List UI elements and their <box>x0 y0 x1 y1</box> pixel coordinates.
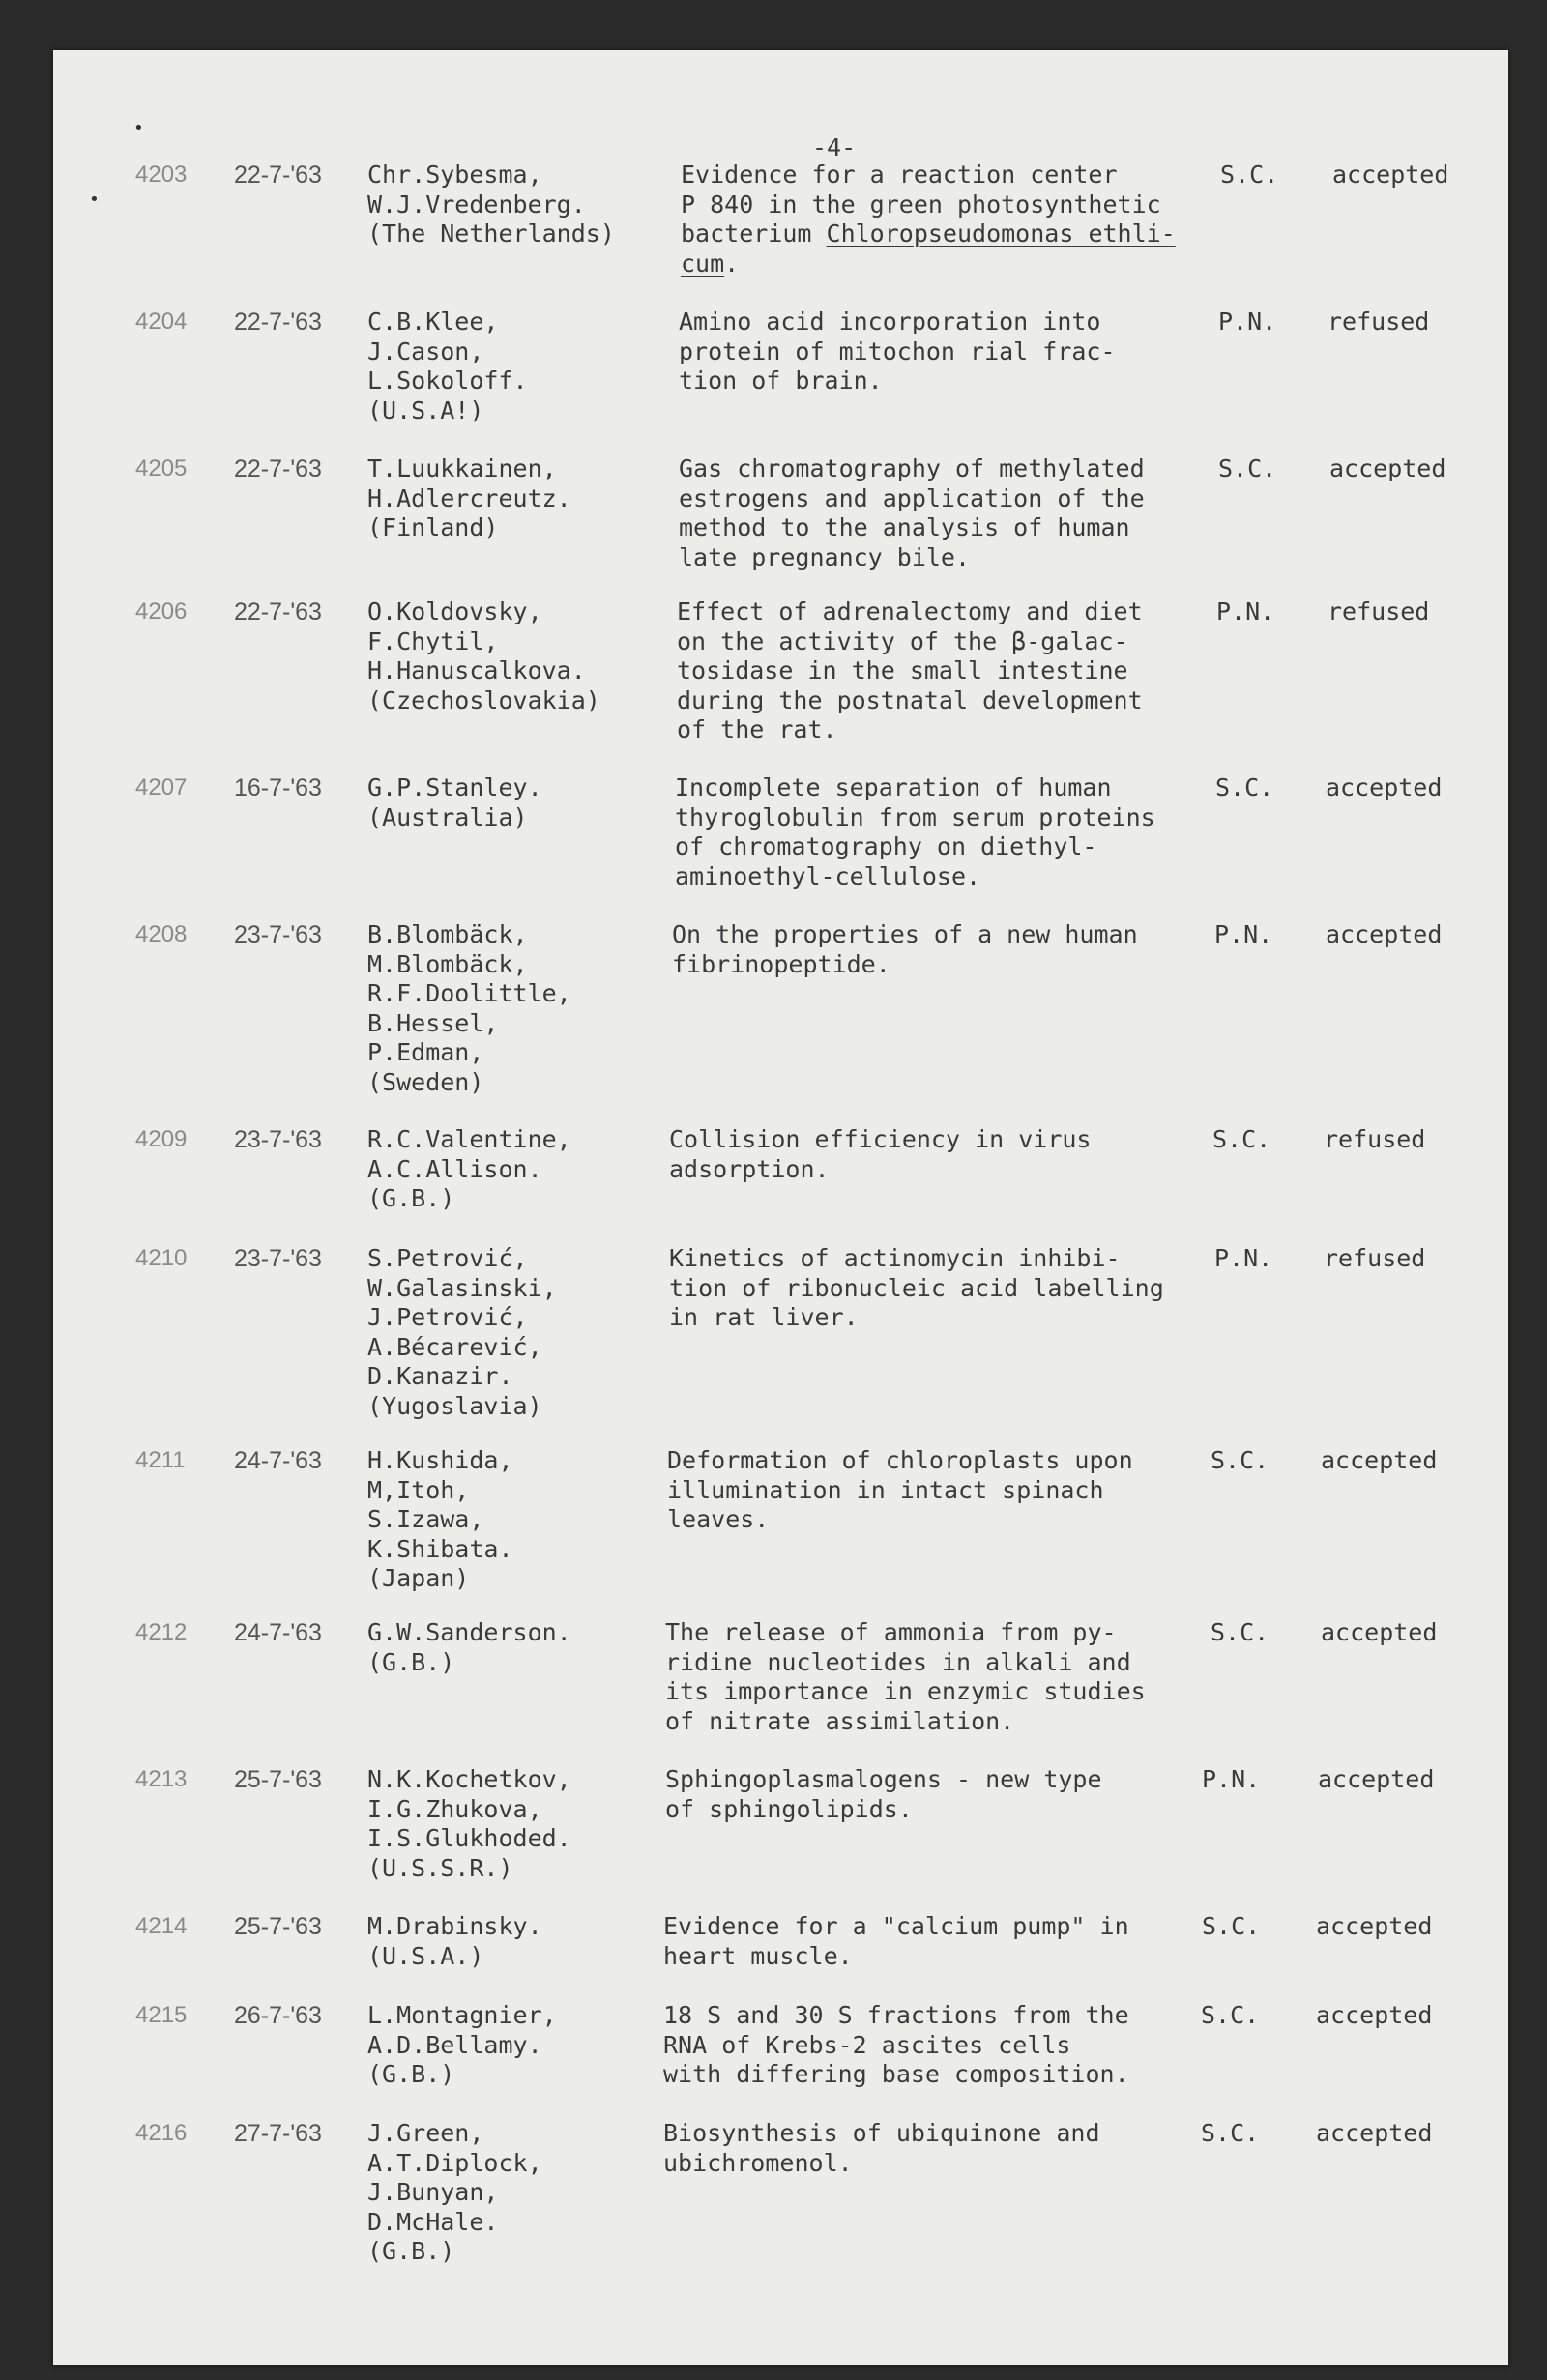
entry-type: S.C. <box>1220 160 1279 189</box>
entry-date: 16-7-'63 <box>234 774 322 801</box>
entry-type: S.C. <box>1211 1618 1270 1646</box>
entry-type: S.C. <box>1218 454 1277 482</box>
entry-title: Collision efficiency in virus adsorption. <box>669 1125 1092 1183</box>
entry-date: 23-7-'63 <box>234 1126 322 1153</box>
entry-date: 22-7-'63 <box>234 598 322 625</box>
entry-number: 4213 <box>135 1766 188 1792</box>
entry-title: Incomplete separation of human thyroglobulin from serum proteins of chromatography on diethyl- aminoethyl-cellulose. <box>675 773 1155 890</box>
entry-number: 4205 <box>135 455 188 481</box>
entry-title: On the properties of a new human fibrinopeptide. <box>672 920 1138 978</box>
entry-title: Amino acid incorporation into protein of mitochon rial frac- tion of brain. <box>679 307 1116 394</box>
entry-status: refused <box>1328 597 1430 625</box>
entry-date: 23-7-'63 <box>234 1245 322 1272</box>
entry-date: 22-7-'63 <box>234 455 322 482</box>
entry-title: Kinetics of actinomycin inhibi- tion of ribonucleic acid labelling in rat liver. <box>669 1244 1164 1331</box>
entry-authors: R.C.Valentine, A.C.Allison. (G.B.) <box>367 1125 571 1212</box>
entry-status: accepted <box>1321 1618 1438 1646</box>
entry-date: 24-7-'63 <box>234 1619 322 1646</box>
entry-type: S.C. <box>1211 1446 1270 1474</box>
entry-authors: M.Drabinsky. (U.S.A.) <box>367 1912 542 1970</box>
entry-authors: O.Koldovsky, F.Chytil, H.Hanuscalkova. (Czechoslovakia) <box>367 597 600 714</box>
entry-title: Evidence for a "calcium pump" in heart muscle. <box>663 1912 1129 1970</box>
entry-number: 4210 <box>135 1245 188 1271</box>
pencil-mark: • <box>89 189 100 210</box>
entry-type: S.C. <box>1212 1125 1271 1153</box>
entry-authors: G.W.Sanderson. (G.B.) <box>367 1618 571 1676</box>
entry-status: accepted <box>1321 1446 1438 1474</box>
entry-status: accepted <box>1316 1912 1433 1940</box>
entry-title: 18 S and 30 S fractions from the RNA of Krebs-2 ascites cells with differing base composition. <box>663 2001 1129 2088</box>
entry-authors: L.Montagnier, A.D.Bellamy. (G.B.) <box>367 2001 557 2088</box>
entry-authors: T.Luukkainen, H.Adlercreutz. (Finland) <box>367 454 571 541</box>
entry-number: 4203 <box>135 161 188 188</box>
entry-type: P.N. <box>1214 920 1273 948</box>
entry-date: 26-7-'63 <box>234 2002 322 2029</box>
entry-date: 25-7-'63 <box>234 1913 322 1940</box>
entry-date: 22-7-'63 <box>234 161 322 189</box>
entry-number: 4207 <box>135 774 188 800</box>
entry-number: 4209 <box>135 1126 188 1152</box>
entry-status: refused <box>1324 1125 1426 1153</box>
entry-type: S.C. <box>1201 2001 1260 2029</box>
entry-date: 22-7-'63 <box>234 308 322 335</box>
entry-date: 27-7-'63 <box>234 2120 322 2147</box>
entry-type: P.N. <box>1218 307 1277 335</box>
entry-number: 4216 <box>135 2120 188 2146</box>
entry-status: refused <box>1324 1244 1426 1272</box>
entry-date: 25-7-'63 <box>234 1766 322 1793</box>
entry-status: accepted <box>1326 773 1443 801</box>
entry-status: accepted <box>1316 2119 1433 2147</box>
entry-number: 4212 <box>135 1619 188 1645</box>
entry-type: P.N. <box>1202 1765 1261 1793</box>
entry-title: Gas chromatography of methylated estrogens and application of the method to the analysis of human late pregnancy bile. <box>679 454 1145 571</box>
entry-authors: G.P.Stanley. (Australia) <box>367 773 542 831</box>
entry-status: accepted <box>1318 1765 1435 1793</box>
entry-number: 4211 <box>135 1447 186 1473</box>
entry-type: P.N. <box>1214 1244 1273 1272</box>
entry-type: P.N. <box>1216 597 1275 625</box>
entry-authors: S.Petrović, W.Galasinski, J.Petrović, A.Bécarević, D.Kanazir. (Yugoslavia) <box>367 1244 557 1420</box>
pencil-mark: • <box>133 118 144 138</box>
entry-number: 4204 <box>135 308 188 334</box>
entry-status: accepted <box>1326 920 1443 948</box>
entry-status: accepted <box>1332 160 1449 189</box>
entry-authors: C.B.Klee, J.Cason, L.Sokoloff. (U.S.A!) <box>367 307 528 424</box>
entry-title: Sphingoplasmalogens - new type of sphingolipids. <box>665 1765 1102 1823</box>
entry-authors: B.Blombäck, M.Blombäck, R.F.Doolittle, B.Hessel, P.Edman, (Sweden) <box>367 920 571 1096</box>
entry-date: 23-7-'63 <box>234 921 322 948</box>
entry-title: The release of ammonia from py- ridine nucleotides in alkali and its importance in enzymic studies of nitrate assimilation. <box>665 1618 1146 1735</box>
entry-title: Evidence for a reaction center P 840 in the green photosynthetic bacterium Chloropseudomonas ethli- cum. <box>681 160 1176 277</box>
entry-authors: N.K.Kochetkov, I.G.Zhukova, I.S.Glukhoded. (U.S.S.R.) <box>367 1765 571 1882</box>
entry-type: S.C. <box>1201 2119 1260 2147</box>
entry-status: accepted <box>1329 454 1446 482</box>
entry-type: S.C. <box>1202 1912 1261 1940</box>
entry-title: Effect of adrenalectomy and diet on the activity of the β-galac- tosidase in the small intestine during the postnatal development of the rat. <box>677 597 1143 743</box>
entry-status: accepted <box>1316 2001 1433 2029</box>
entry-type: S.C. <box>1215 773 1274 801</box>
entry-number: 4215 <box>135 2002 188 2028</box>
entry-number: 4214 <box>135 1913 188 1939</box>
page-number: -4- <box>812 133 857 161</box>
entry-date: 24-7-'63 <box>234 1447 322 1474</box>
entry-authors: H.Kushida, M,Itoh, S.Izawa, K.Shibata. (Japan) <box>367 1446 513 1592</box>
entry-number: 4208 <box>135 921 188 947</box>
entry-status: refused <box>1328 307 1430 335</box>
entry-title: Biosynthesis of ubiquinone and ubichromenol. <box>663 2119 1100 2177</box>
entry-authors: J.Green, A.T.Diplock, J.Bunyan, D.McHale. (G.B.) <box>367 2119 542 2265</box>
entry-title: Deformation of chloroplasts upon illumination in intact spinach leaves. <box>667 1446 1133 1533</box>
entry-authors: Chr.Sybesma, W.J.Vredenberg. (The Netherlands) <box>367 160 615 247</box>
entry-number: 4206 <box>135 598 188 624</box>
